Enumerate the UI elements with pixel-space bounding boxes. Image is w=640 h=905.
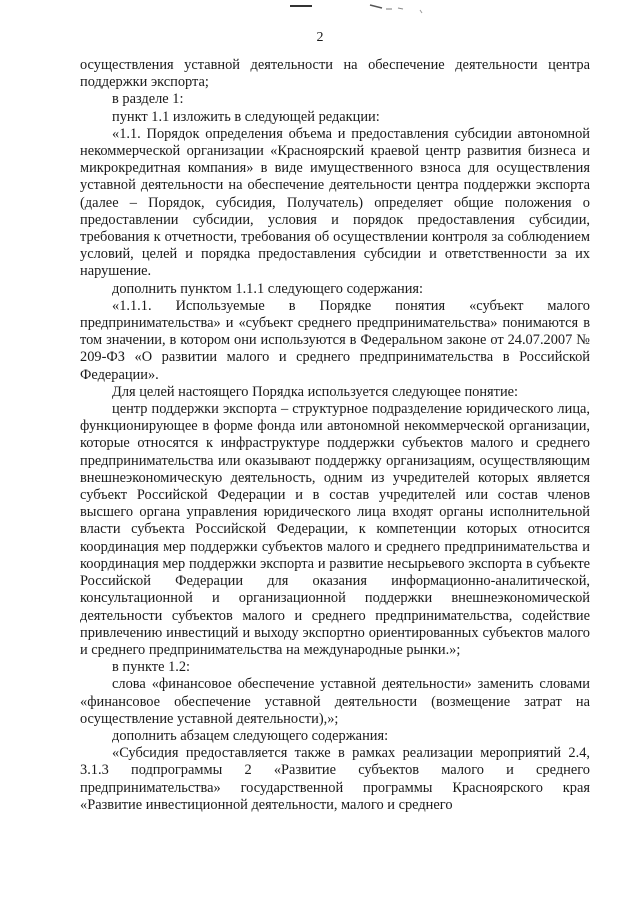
- document-body: [80, 57, 590, 814]
- paragraph: в пункте 1.2:: [112, 659, 191, 676]
- paragraph: в разделе 1:: [112, 91, 184, 108]
- paragraph: слова «финансовое обеспечение уставной деятельности» заменить словами «финансовое обеспечение уставной деятельности (возмещение затрат на осуществление уставной деятельности),»;: [80, 676, 590, 727]
- page-number: 2: [316, 30, 324, 45]
- paragraph: осуществления уставной деятельности на обеспечение деятельности центра поддержки экспорта;: [80, 57, 590, 91]
- paragraph: дополнить пунктом 1.1.1 следующего содержания:: [112, 280, 424, 297]
- paragraph: «1.1. Порядок определения объема и предоставления субсидии автономной некоммерческой организации «Красноярский краевой центр развития бизнеса и микрокредитная компания» в виде имущественного взноса для осуществления уставной деятельности на обеспечение деятельности центра поддержки экспорта (далее – Порядок, субсидия, Получатель) определяет общие положения о предоставлении субсидии, условия и порядок предоставления субсидии, требования к отчетности, требования об осуществлении контроля за соблюдением условий, целей и порядка предоставления субсидии и ответственности за их нарушение.: [80, 125, 590, 280]
- paragraph: пункт 1.1 изложить в следующей редакции:: [112, 108, 380, 125]
- paragraph: дополнить абзацем следующего содержания:: [112, 727, 389, 744]
- scan-marks: [270, 0, 440, 14]
- paragraph: центр поддержки экспорта – структурное подразделение юридического лица, функционирующее в форме фонда или автономной некоммерческой организации, которые относятся к инфраструктуре поддержки субъектов малого и среднего предпринимательства или оказывают поддержку организациям, осуществляющим внешнеэкономическую деятельность, одним из учредителей которых является субъект Российской Федерации и в состав учредителей или состав членов высшего органа управления юридического лица входят органы исполнительной власти субъекта Российской Федерации, к компетенции которых относится координация мер поддержки субъектов малого и среднего предпринимательства и координация мер поддержки экспорта и развитие несырьевого экспорта в субъекте Российской Федерации для оказания информационно-аналитической, консультационной и организационной поддержки внешнеэкономической деятельности субъектов малого и среднего предпринимательства, содействие привлечению инвестиций и выходу экспортно ориентированных субъектов малого и среднего предпринимательства на международные рынки.»;: [80, 401, 590, 658]
- paragraph: «1.1.1. Используемые в Порядке понятия «субъект малого предпринимательства» и «субъект среднего предпринимательства» понимаются в том значении, в котором они используются в Федеральном законе от 24.07.2007 № 209-ФЗ «О развитии малого и среднего предпринимательства в Российской Федерации».: [80, 297, 590, 383]
- paragraph: «Субсидия предоставляется также в рамках реализации мероприятий 2.4, 3.1.3 подпрограммы 2 «Развитие субъектов малого и среднего предпринимательства» государственной программы Красноярского края «Развитие инвестиционной деятельности, малого и среднего: [80, 745, 590, 813]
- paragraph: Для целей настоящего Порядка используется следующее понятие:: [112, 383, 519, 400]
